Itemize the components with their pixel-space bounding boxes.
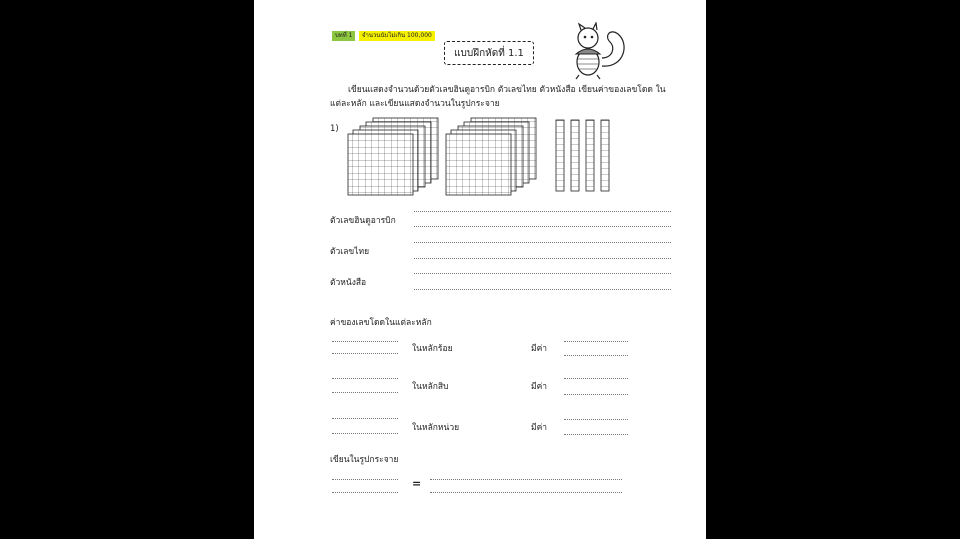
squirrel-with-acorn-icon [554, 22, 634, 80]
place-hundreds-label: ในหลักร้อย [412, 344, 453, 354]
hindu-arabic-label: ตัวเลขฮินดูอารบิก [330, 216, 396, 226]
expanded-form-blank[interactable] [430, 479, 622, 480]
place-tens-label: ในหลักสิบ [412, 382, 449, 392]
digit-blank[interactable] [332, 392, 398, 393]
hindu-arabic-answer-line[interactable] [414, 226, 671, 227]
place-ones-label: ในหลักหน่วย [412, 423, 460, 433]
thousands-block-stack-1 [348, 118, 438, 195]
value-blank[interactable] [564, 355, 628, 356]
digit-blank[interactable] [332, 418, 398, 419]
thai-numeral-label: ตัวเลขไทย [330, 247, 370, 257]
answer-line[interactable] [414, 242, 671, 243]
exercise-title-text: แบบฝึกหัดที่ 1.1 [454, 47, 524, 59]
value-blank[interactable] [564, 394, 628, 395]
digit-blank[interactable] [332, 341, 398, 342]
tens-rods [556, 120, 609, 191]
words-label: ตัวหนังสือ [330, 278, 367, 288]
problem-number: 1) [330, 124, 339, 134]
answer-line[interactable] [414, 273, 671, 274]
number-blank[interactable] [332, 479, 398, 480]
digit-blank[interactable] [332, 433, 398, 434]
place-value-heading: ค่าของเลขโดดในแต่ละหลัก [330, 318, 432, 328]
value-blank[interactable] [564, 419, 628, 420]
instructions-paragraph: เขียนแสดงจำนวนด้วยตัวเลขฮินดูอารบิก ตัวเลขไทย ตัวหนังสือ เขียนค่าของเลขโดด ในแต่ละหลัก และเขียนแสดงจำนวนในรูปกระจาย [330, 85, 666, 109]
chapter-topic-badge: จำนวนนับไม่เกิน 100,000 [359, 31, 435, 41]
answer-line[interactable] [414, 211, 671, 212]
value-blank[interactable] [564, 341, 628, 342]
exercise-title [444, 41, 534, 65]
expanded-form-heading: เขียนในรูปกระจาย [330, 455, 399, 465]
worksheet-page [254, 0, 706, 539]
value-blank[interactable] [564, 378, 628, 379]
number-blank[interactable] [332, 492, 398, 493]
value-blank[interactable] [564, 434, 628, 435]
digit-blank[interactable] [332, 353, 398, 354]
equals-sign: = [412, 477, 422, 490]
words-answer-line[interactable] [414, 289, 671, 290]
thai-numeral-answer-line[interactable] [414, 258, 671, 259]
chapter-badge: บทที่ 1 [332, 31, 355, 41]
expanded-form-blank[interactable] [430, 492, 622, 493]
base-ten-blocks-figure [346, 115, 626, 197]
value-label: มีค่า [531, 423, 548, 433]
digit-blank[interactable] [332, 378, 398, 379]
thousands-block-stack-2 [446, 118, 536, 195]
value-label: มีค่า [531, 382, 548, 392]
value-label: มีค่า [531, 344, 548, 354]
